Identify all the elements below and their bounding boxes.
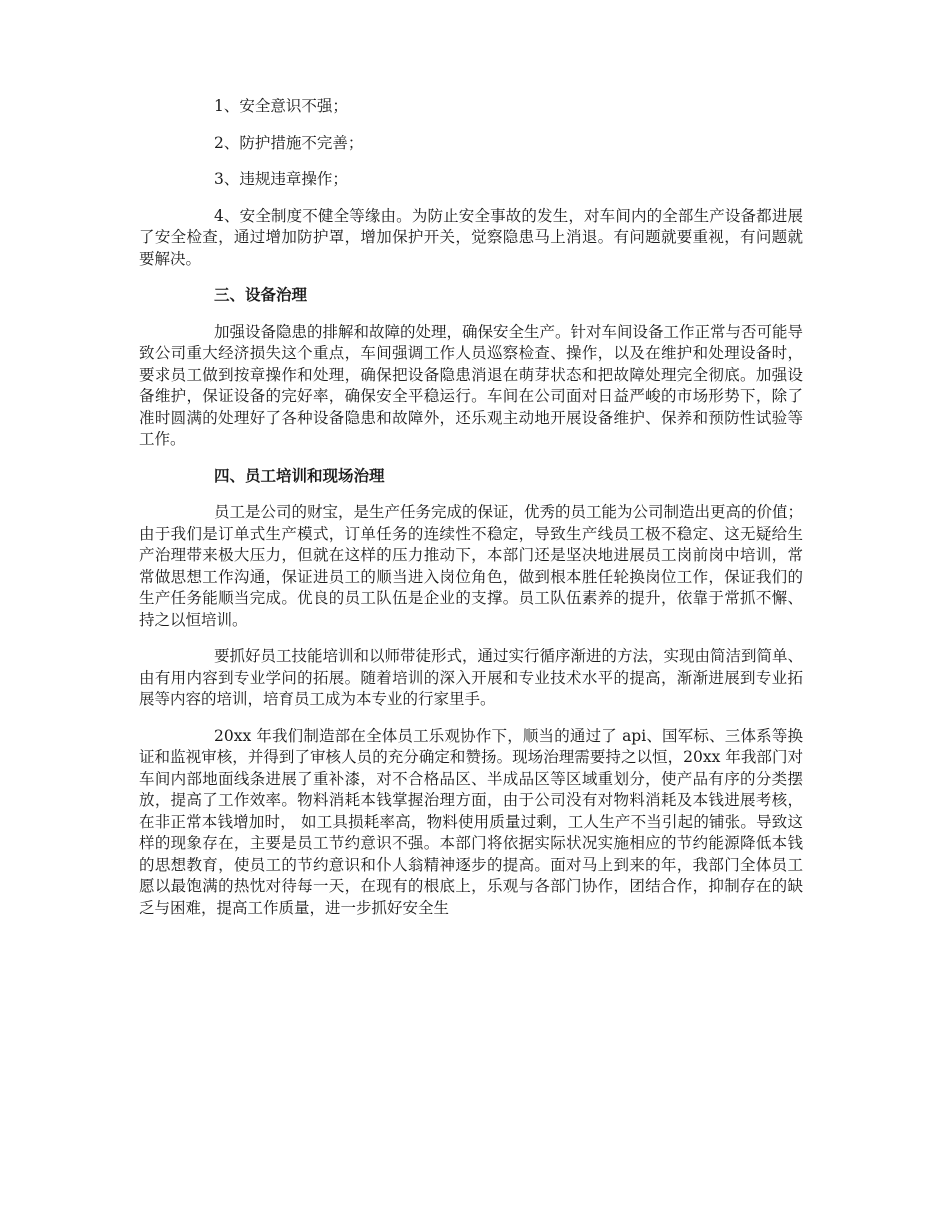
paragraph-summary: 20xx 年我们制造部在全体员工乐观协作下，顺当的通过了 api、国军标、三体系等换证和监视审核，并得到了审核人员的充分确定和赞扬。现场治理需要持之以恒，20xx 年我部门对车间内部地面线条进展了重补漆，对不合格品区、半成品区等区域重划分，使产品有序的分类摆放，提高了工作效率。物料消耗本钱掌握治理方面，由于公司没有对物料消耗及本钱进展考核，在非正常本钱增加时， 如工具损耗率高，物料使用质量过剩，工人生产不当引起的铺张。导致这样的现象存在，主要是员工节约意识不强。本部门将依据实际状况实施相应的节约能源降低本钱的思想教育，使员工的节约意识和仆人翁精神逐步的提高。面对马上到来的年，我部门全体员工愿以最饱满的热忱对待每一天，在现有的根底上，乐观与各部门协作，团结合作，抑制存在的缺乏与困难，提高工作质量，进一步抓好安全生 [139, 726, 803, 917]
list-item-3: 3、违规违章操作； [214, 170, 348, 188]
section-heading-staff-training: 四、员工培训和现场治理 [214, 466, 385, 485]
section-heading-equipment: 三、设备治理 [214, 286, 308, 304]
list-item-2: 2、防护措施不完善； [214, 133, 364, 152]
paragraph-equipment: 加强设备隐患的排解和故障的处理，确保安全生产。针对车间设备工作正常与否可能导致公司重大经济损失这个重点，车间强调工作人员巡察检查、操作，以及在维护和处理设备时，要求员工做到按章操作和处理，确保把设备隐患消退在萌芽状态和把故障处理完全彻底。加强设备维护，保证设备的完好率，确保安全平稳运行。车间在公司面对日益严峻的市场形势下，除了准时圆满的处理好了各种设备隐患和故障外，还乐观主动地开展设备维护、保养和预防性试验等工作。 [139, 322, 804, 448]
document-body [139, 96, 803, 934]
paragraph-staff-1: 员工是公司的财宝，是生产任务完成的保证，优秀的员工能为公司制造出更高的价值；由于我们是订单式生产模式，订单任务的连续性不稳定，导致生产线员工极不稳定、这无疑给生产治理带来极大压力，但就在这样的压力推动下，本部门还是坚决地进展员工岗前岗中培训，常常做思想工作沟通，保证进员工的顺当进入岗位角色，做到根本胜任轮换岗位工作，保证我们的生产任务能顺当完成。优良的员工队伍是企业的支撑。员工队伍素养的提升，依靠于常抓不懈、持之以恒培训。 [139, 503, 804, 629]
list-item-4-paragraph: 4、安全制度不健全等缘由。为防止安全事故的发生，对车间内的全部生产设备都进展了安全检查，通过增加防护罩，增加保护开关，觉察隐患马上消退。有问题就要重视，有问题就要解决。 [139, 206, 803, 268]
list-item-1: 1、安全意识不强； [214, 97, 348, 115]
paragraph-staff-2: 要抓好员工技能培训和以师带徒形式，通过实行循序渐进的方法，实现由简洁到简单、由有用内容到专业学问的拓展。随着培训的深入开展和专业技术水平的提高，渐渐进展到专业拓展等内容的培训，培育员工成为本专业的行家里手。 [139, 647, 804, 708]
